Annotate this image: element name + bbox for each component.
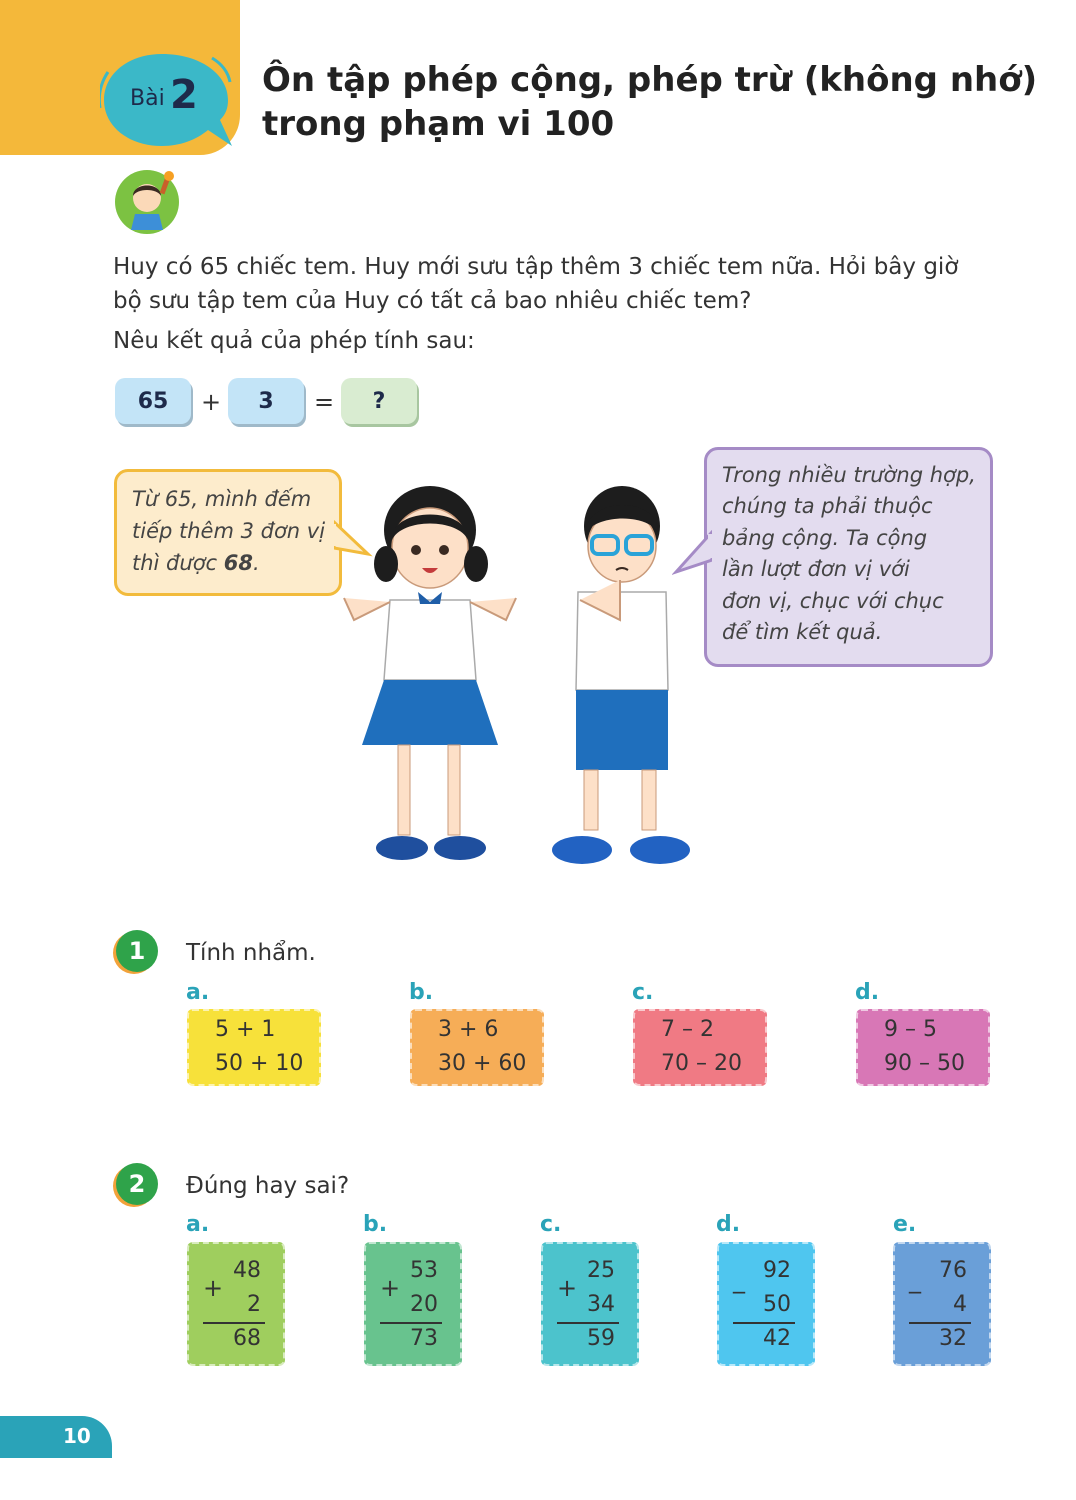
ex2-e-bottom: 4 bbox=[953, 1292, 967, 1317]
speech-left-period: . bbox=[253, 551, 260, 575]
ex2-e-result: 32 bbox=[939, 1326, 967, 1351]
ex1-b-line-2: 30 + 60 bbox=[438, 1051, 527, 1076]
ex2-letter-a: a. bbox=[186, 1212, 210, 1237]
ex2-e-top: 76 bbox=[939, 1258, 967, 1283]
ex1-a-line-2: 50 + 10 bbox=[215, 1051, 304, 1076]
ex2-e-divider bbox=[909, 1322, 971, 1324]
ex1-d-line-2: 90 – 50 bbox=[884, 1051, 965, 1076]
exercise-2-badge: 2 bbox=[116, 1163, 158, 1205]
speech-right-line-4: lần lượt đơn vị với bbox=[722, 557, 910, 582]
speech-right-line-6: để tìm kết quả. bbox=[722, 620, 883, 645]
ex2-b-bottom: 20 bbox=[410, 1292, 438, 1317]
ex1-d-line-1: 9 – 5 bbox=[884, 1017, 937, 1042]
ex1-letter-a: a. bbox=[186, 980, 210, 1005]
ex2-d-top: 92 bbox=[763, 1258, 791, 1283]
exercise-1-badge: 1 bbox=[116, 930, 158, 972]
page-number: 10 bbox=[63, 1424, 91, 1448]
ex1-card-a bbox=[187, 1009, 321, 1086]
lesson-number: 2 bbox=[170, 72, 198, 118]
speech-left-line-3 bbox=[132, 547, 332, 579]
equation-operand-b: 3 bbox=[228, 378, 304, 424]
speech-left-line-3-text: thì được bbox=[132, 551, 224, 575]
ex2-a-bottom: 2 bbox=[247, 1292, 261, 1317]
speech-text-left bbox=[132, 483, 332, 579]
ex2-a-divider bbox=[203, 1322, 265, 1324]
ex1-b-line-1: 3 + 6 bbox=[438, 1017, 499, 1042]
ex1-c-line-2: 70 – 20 bbox=[661, 1051, 742, 1076]
title-line-1: Ôn tập phép cộng, phép trừ (không nhớ) bbox=[262, 60, 1038, 100]
lesson-bubble-icon bbox=[100, 50, 235, 150]
equation-result: ? bbox=[341, 378, 417, 424]
page-number-tab bbox=[0, 1416, 112, 1458]
problem-line-2: bộ sưu tập tem của Huy có tất cả bao nhiêu chiếc tem? bbox=[113, 288, 752, 314]
ex1-a-line-1: 5 + 1 bbox=[215, 1017, 276, 1042]
ex2-card-a bbox=[187, 1242, 285, 1366]
ex1-c-line-1: 7 – 2 bbox=[661, 1017, 714, 1042]
ex2-d-bottom: 50 bbox=[763, 1292, 791, 1317]
ex2-card-d bbox=[717, 1242, 815, 1366]
ex2-c-operator: + bbox=[557, 1274, 578, 1302]
speech-right-line-2: chúng ta phải thuộc bbox=[722, 494, 933, 519]
ex2-d-operator: _ bbox=[733, 1266, 745, 1294]
ex2-letter-b: b. bbox=[363, 1212, 388, 1237]
speech-left-line-1: Từ 65, mình đếm bbox=[132, 487, 312, 511]
ex2-b-operator: + bbox=[380, 1274, 401, 1302]
ex2-card-e bbox=[893, 1242, 991, 1366]
exercise-1-title: Tính nhẩm. bbox=[186, 940, 316, 966]
equation-plus: + bbox=[201, 388, 222, 416]
ex2-a-operator: + bbox=[203, 1274, 224, 1302]
equation-equals: = bbox=[314, 388, 335, 416]
problem-line-1: Huy có 65 chiếc tem. Huy mới sưu tập thêm 3 chiếc tem nữa. Hỏi bây giờ bbox=[113, 254, 959, 280]
ex1-letter-b: b. bbox=[409, 980, 434, 1005]
speech-right-line-3: bảng cộng. Ta cộng bbox=[722, 525, 928, 550]
equation-operand-a: 65 bbox=[115, 378, 191, 424]
exercise-2-title: Đúng hay sai? bbox=[186, 1173, 350, 1199]
prompt-text: Nêu kết quả của phép tính sau: bbox=[113, 328, 475, 354]
speech-left-line-2: tiếp thêm 3 đơn vị bbox=[132, 519, 326, 543]
ex2-c-divider bbox=[557, 1322, 619, 1324]
ex2-a-result: 68 bbox=[233, 1326, 261, 1351]
ex1-letter-c: c. bbox=[632, 980, 654, 1005]
title-line-2: trong phạm vi 100 bbox=[262, 104, 615, 144]
ex1-letter-d: d. bbox=[855, 980, 880, 1005]
ex1-card-d bbox=[856, 1009, 990, 1086]
speech-left-answer: 68 bbox=[223, 551, 253, 575]
ex2-card-b bbox=[364, 1242, 462, 1366]
ex2-b-top: 53 bbox=[410, 1258, 438, 1283]
ex2-letter-c: c. bbox=[540, 1212, 562, 1237]
speech-right-line-5: đơn vị, chục với chục bbox=[722, 588, 944, 613]
ex2-letter-e: e. bbox=[893, 1212, 917, 1237]
ex2-letter-d: d. bbox=[716, 1212, 741, 1237]
ex2-b-result: 73 bbox=[410, 1326, 438, 1351]
girl-figure-icon bbox=[344, 486, 516, 860]
speech-right-line-1: Trong nhiều trường hợp, bbox=[722, 463, 976, 487]
ex2-c-bottom: 34 bbox=[587, 1292, 615, 1317]
ex2-e-operator: _ bbox=[909, 1266, 921, 1294]
boy-figure-icon bbox=[552, 486, 690, 864]
ex2-d-divider bbox=[733, 1322, 795, 1324]
ex2-card-c bbox=[541, 1242, 639, 1366]
ex2-c-result: 59 bbox=[587, 1326, 615, 1351]
ex2-d-result: 42 bbox=[763, 1326, 791, 1351]
ex2-a-top: 48 bbox=[233, 1258, 261, 1283]
ex1-card-c bbox=[633, 1009, 767, 1086]
lesson-label: Bài bbox=[130, 86, 165, 111]
children-illustration bbox=[330, 470, 700, 880]
ex1-card-b bbox=[410, 1009, 544, 1086]
problem-text bbox=[113, 250, 993, 318]
speech-text-right bbox=[722, 460, 982, 648]
mascot-girl-icon bbox=[113, 168, 181, 236]
ex2-c-top: 25 bbox=[587, 1258, 615, 1283]
ex2-b-divider bbox=[380, 1322, 442, 1324]
page-title bbox=[262, 58, 1042, 146]
